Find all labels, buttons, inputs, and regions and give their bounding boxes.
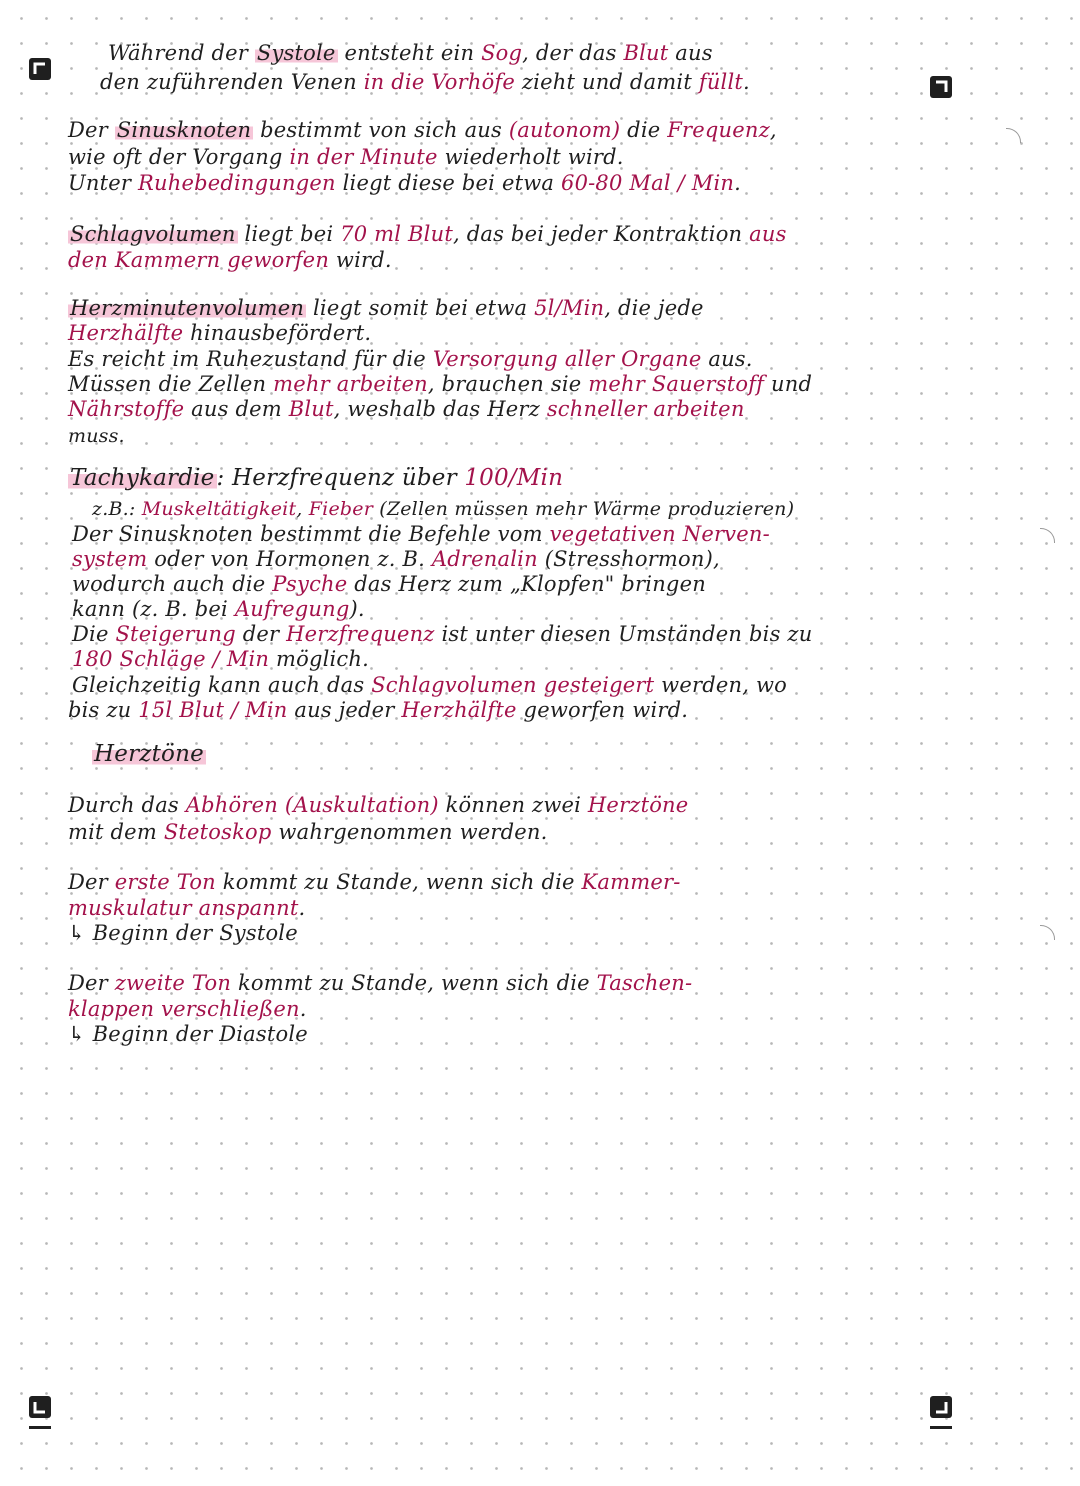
note-line: bis zu 15l Blut / Min aus jeder Herzhälfte geworfen wird. xyxy=(68,698,689,722)
note-line: Während der Systole entsteht ein Sog, der das Blut aus xyxy=(108,41,713,65)
note-line: Der Sinusknoten bestimmt die Befehle vom vegetativen Nerven- xyxy=(72,522,770,546)
margin-tick-mark xyxy=(1040,528,1055,543)
note-line: kann (z. B. bei Aufregung). xyxy=(72,597,365,621)
note-line: 180 Schläge / Min möglich. xyxy=(72,647,369,671)
note-line: wie oft der Vorgang in der Minute wiederholt wird. xyxy=(68,145,624,169)
note-line: Herzhälfte hinausbefördert. xyxy=(68,321,372,345)
corner-mark-top-right-icon xyxy=(929,75,953,99)
note-line: den zuführenden Venen in die Vorhöfe zieht und damit füllt. xyxy=(100,70,750,94)
note-line: system oder von Hormonen z. B. Adrenalin (Stresshormon), xyxy=(72,547,720,571)
corner-mark-bottom-left-icon xyxy=(28,1395,52,1419)
corner-bar-bottom-left xyxy=(29,1426,51,1429)
corner-mark-bottom-right-icon xyxy=(929,1395,953,1419)
note-line: Müssen die Zellen mehr arbeiten, brauchen sie mehr Sauerstoff und xyxy=(68,372,813,396)
note-line: Durch das Abhören (Auskultation) können zwei Herztöne xyxy=(68,793,689,817)
note-line: muss. xyxy=(68,425,125,447)
note-line: Der Sinusknoten bestimmt von sich aus (autonom) die Frequenz, xyxy=(68,118,777,142)
corner-mark-top-left-icon xyxy=(28,57,52,81)
note-line: Tachykardie: Herzfrequenz über 100/Min xyxy=(70,465,564,491)
note-line: Gleichzeitig kann auch das Schlagvolumen gesteigert werden, wo xyxy=(72,673,787,697)
margin-tick-mark xyxy=(1040,925,1055,940)
note-line: Der erste Ton kommt zu Stande, wenn sich die Kammer- xyxy=(68,870,681,894)
note-line: Nährstoffe aus dem Blut, weshalb das Herz schneller arbeiten xyxy=(68,397,745,421)
note-line: Die Steigerung der Herzfrequenz ist unter diesen Umständen bis zu xyxy=(72,622,813,646)
note-line: Der zweite Ton kommt zu Stande, wenn sich die Taschen- xyxy=(68,971,693,995)
note-line: ↳ Beginn der Systole xyxy=(68,921,298,945)
note-line: mit dem Stetoskop wahrgenommen werden. xyxy=(68,820,548,844)
note-line: wodurch auch die Psyche das Herz zum „Klopfen" bringen xyxy=(72,572,706,596)
note-line: Herzminutenvolumen liegt somit bei etwa 5l/Min, die jede xyxy=(70,296,704,320)
note-line: klappen verschließen. xyxy=(68,997,307,1021)
margin-tick-mark xyxy=(1006,128,1021,143)
note-line: den Kammern geworfen wird. xyxy=(68,248,392,272)
note-line: Unter Ruhebedingungen liegt diese bei etwa 60-80 Mal / Min. xyxy=(68,171,742,195)
section-heading: Herztöne xyxy=(94,741,204,767)
corner-bar-bottom-right xyxy=(930,1426,952,1429)
note-line: ↳ Beginn der Diastole xyxy=(68,1022,308,1046)
note-line: Es reicht im Ruhezustand für die Versorgung aller Organe aus. xyxy=(68,347,753,371)
note-line: z.B.: Muskeltätigkeit, Fieber (Zellen müssen mehr Wärme produzieren) xyxy=(92,498,795,520)
note-line: Schlagvolumen liegt bei 70 ml Blut, das bei jeder Kontraktion aus xyxy=(70,222,787,246)
note-line: muskulatur anspannt. xyxy=(68,896,306,920)
